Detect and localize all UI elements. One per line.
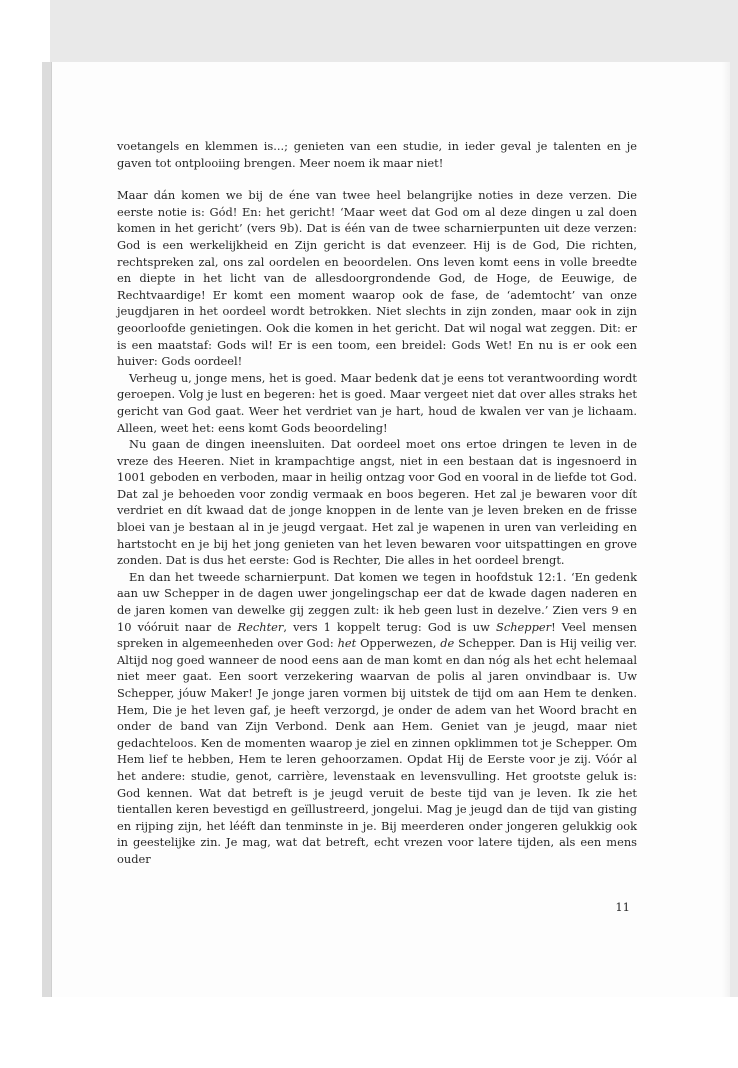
- emphasis-het: het: [337, 636, 357, 651]
- paragraph-4-part-c: ! Veel mensen spreken in algemeenheden over God:: [117, 619, 637, 651]
- emphasis-de: de: [440, 636, 455, 651]
- page-edge-shadow: [722, 62, 730, 997]
- book-page: [51, 62, 730, 997]
- paragraph-4-part-b: , vers 1 koppelt terug: God is uw: [283, 619, 497, 634]
- scan-bottom-margin: [0, 997, 738, 1068]
- paragraph-4-part-e: Schepper. Dan is Hij veilig ver. Altijd nog goed wanneer de nood eens aan de man komt en dan nóg als het echt helemaal niet meer gaat. Een soort verzekering waarvan de polis al jaren onvindbaar is. Uw Schepper, jóuw Maker! Je jonge jaren vormen bij uitstek de tijd om aan Hem te denken. Hem, Die je het leven gaf, je heeft verzorgd, je onder de adem van het Woord bracht en onder de band van Zijn Verbond. Denk aan Hem. Geniet van je jeugd, maar niet gedachteloos. Ken de momenten waarop je ziel en zinnen opklimmen tot je Schepper. Om Hem lief te hebben, Hem te leren gehoorzamen. Opdat Hij de Eerste voor je zij. Vóór al het andere: studie, genot, carrière, levenstaak en levensvulling. Het grootste geluk is: God kennen. Wat dat betreft is je jeugd veruit de beste tijd van je leven. Ik zie het tientallen keren bevestigd en geïllustreerd, jongelui. Mag je jeugd dan de tijd van gisting en rijping zijn, het lééft dan tenminste in je. Bij meerderen onder jongeren gelukkig ook in geestelijke zin. Je mag, wat dat betreft, echt vrezen voor latere tijden, als een mens ouder: [117, 636, 637, 866]
- emphasis-schepper: Schepper: [496, 619, 552, 634]
- paragraph-4: [117, 569, 637, 868]
- paragraph-1: Maar dán komen we bij de éne van twee heel belangrijke noties in deze verzen. Die eerste notie is: Gód! En: het gericht! ‘Maar weet dat God om al deze dingen u zal doen komen in het gericht’ (vers 9b). Dat is één van de twee scharnierpunten uit deze verzen: God is een werkelijkheid en Zijn gericht is dat evenzeer. Hij is de God, Die richten, rechtspreken zal, ons zal oordelen en beoordelen. Ons leven komt eens in volle breedte en diepte in het licht van de allesdoorgrondende God, de Hoge, de Eeuwige, de Rechtvaardige! Er komt een moment waarop ook de fase, de ‘ademtocht’ van onze jeugdjaren in het oordeel wordt betrokken. Niet slechts in zijn zonden, maar ook in zijn geoorloofde genietingen. Ook die komen in het gericht. Dat wil nogal wat zeggen. Dit: er is een maatstaf: Gods wil! Er is een toom, een breidel: Gods Wet! En nu is er ook een huiver: Gods oordeel!: [117, 188, 637, 369]
- intro-paragraph: voetangels en klemmen is...; genieten van een studie, in ieder geval je talenten en je gaven tot ontplooiing brengen. Meer noem ik maar niet!: [117, 139, 637, 170]
- body-text: [117, 138, 637, 868]
- emphasis-rechter: Rechter: [237, 619, 284, 634]
- paragraph-3: Nu gaan de dingen ineensluiten. Dat oordeel moet ons ertoe dringen te leven in de vreze des Heeren. Niet in krampachtige angst, niet in een bestaan dat is ingesnoerd in 1001 geboden en verboden, maar in heilig ontzag voor God en vooral in de liefde tot God. Dat zal je behoeden voor zondig vermaak en boos begeren. Het zal je bewaren voor dít verdriet en dít kwaad dat de jonge knoppen in de lente van je leven breken en de frisse bloei van je bestaan al in je jeugd vergaat. Het zal je wapenen in uren van verleiding en hartstocht en je bij het jong genieten van het leven bewaren voor uitspattingen en grove zonden. Dat is dus het eerste: God is Rechter, Die alles in het oordeel brengt.: [117, 437, 637, 568]
- paragraph-2: Verheug u, jonge mens, het is goed. Maar bedenk dat je eens tot verantwoording wordt geroepen. Volg je lust en begeren: het is goed. Maar vergeet niet dat over alles straks het gericht van God gaat. Weer het verdriet van je hart, houd de kwalen ver van je lichaam. Alleen, weet het: eens komt Gods beoordeling!: [117, 370, 637, 435]
- paragraph-4-part-a: En dan het tweede scharnierpunt. Dat komen we tegen in hoofdstuk 12:1. ‘En gedenk aan uw Schepper in de dagen uwer jongelingschap eer dat de kwade dagen naderen en de jaren komen van dewelke gij zeggen zult: ik heb geen lust in dezelve.’ Zien vers 9 en 10 vóóruit naar de: [117, 569, 637, 634]
- page-number: 11: [615, 900, 630, 914]
- paragraph-4-part-d: Opperwezen,: [356, 636, 441, 651]
